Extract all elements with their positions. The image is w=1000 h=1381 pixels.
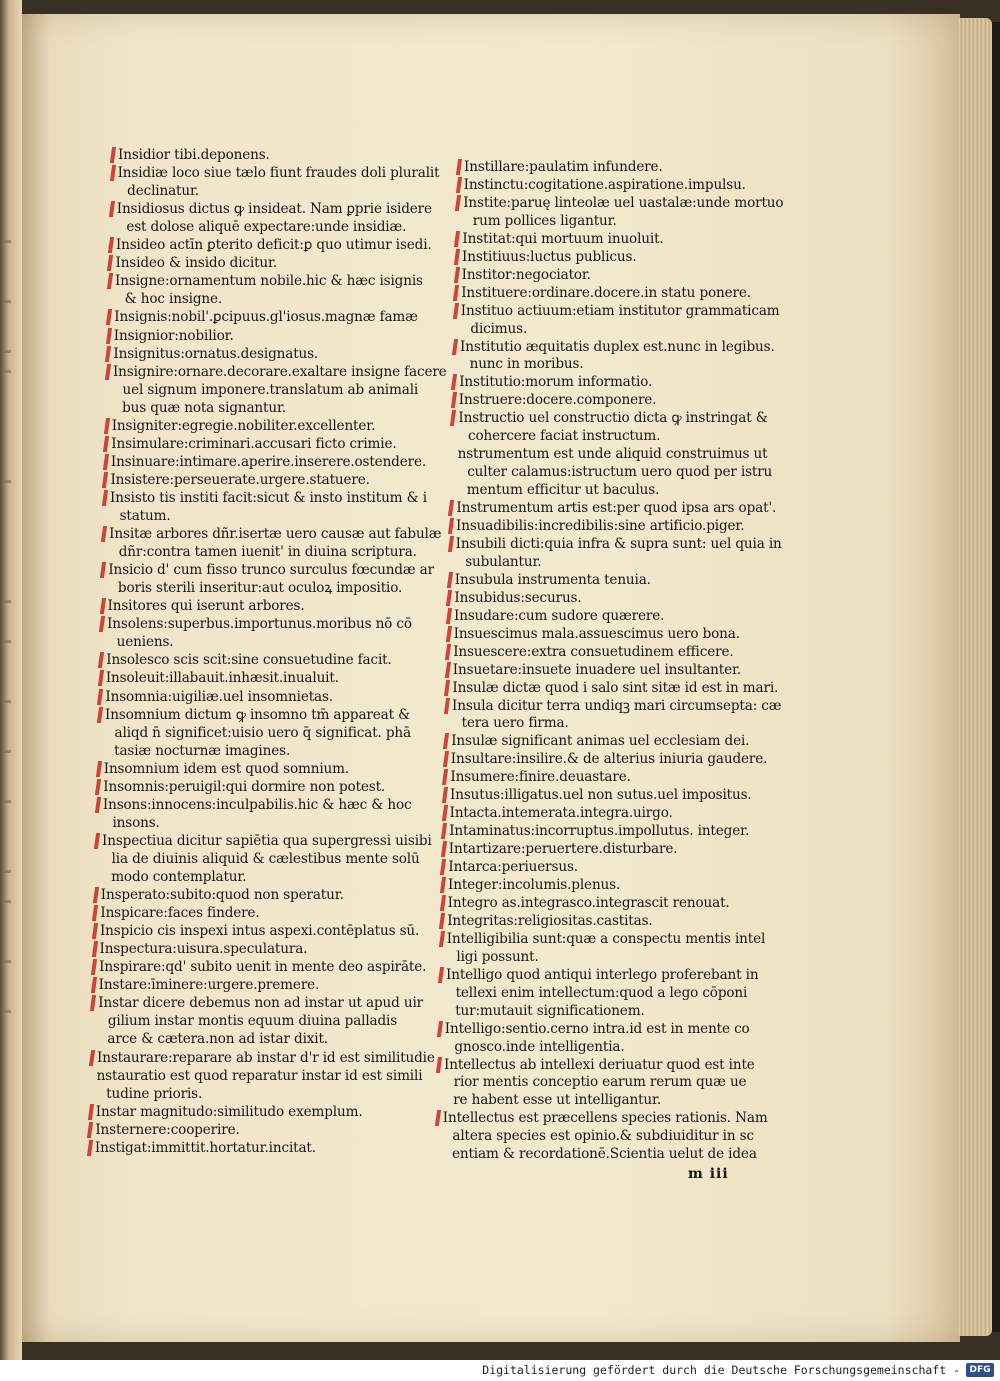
edge-ink-mark bbox=[3, 240, 11, 243]
text-line: Instinctu:cogitatione.aspiratione.impulsu. bbox=[463, 176, 746, 193]
edge-ink-mark bbox=[3, 900, 11, 903]
text-line: & hoc insigne. bbox=[124, 291, 223, 308]
edge-ink-mark bbox=[3, 640, 11, 643]
text-line: Insutus:illigatus.uel non sutus.uel impositus. bbox=[450, 787, 752, 804]
text-line: aliqd n̄ significet:uisio uero q̄ significat. phā bbox=[114, 724, 411, 741]
text-line: Insolesco scis scit:sine consuetudine facit. bbox=[106, 652, 392, 669]
text-line: ligi possunt. bbox=[456, 948, 539, 965]
text-line: Instite:paruę linteolæ uel uastalæ:unde mortuo bbox=[463, 194, 784, 211]
text-line: rum pollices ligantur. bbox=[472, 212, 617, 229]
text-line: ueniens. bbox=[116, 634, 174, 651]
text-line: Insicio d' cum fisso trunco surculus fœcundæ ar bbox=[108, 562, 434, 579]
text-line: Intelligo quod antiqui interlego proferebant in bbox=[446, 966, 759, 983]
text-line: tera uero firma. bbox=[461, 715, 569, 732]
text-line: Intarca:periuersus. bbox=[448, 859, 578, 876]
text-line: Insulæ significant animas uel ecclesiam dei. bbox=[451, 733, 750, 750]
text-line: Insisto tis institi facit:sicut & insto institum & i bbox=[110, 489, 427, 506]
book-page bbox=[22, 14, 960, 1342]
text-line: Institutio:morum informatio. bbox=[459, 374, 653, 391]
text-line: Institat:qui mortuum inuoluit. bbox=[462, 230, 664, 247]
text-line: declinatur. bbox=[127, 183, 199, 200]
footer-banner bbox=[0, 1360, 1000, 1381]
text-line: est dolose aliquē expectare:unde insidiæ. bbox=[126, 219, 407, 236]
text-line: nstrumentum est unde aliquid construimus ut bbox=[457, 446, 768, 463]
text-line: culter calamus:istructum uero quod per istru bbox=[467, 464, 773, 481]
text-line: Insubidus:securus. bbox=[454, 589, 582, 606]
text-line: Intartizare:peruertere.disturbare. bbox=[448, 841, 678, 858]
text-line: statum. bbox=[119, 508, 171, 524]
text-line: Intelligo:sentio.cerno intra.id est in mente co bbox=[444, 1020, 750, 1037]
text-line: Intaminatus:incorruptus.impollutus. integer. bbox=[449, 823, 750, 840]
text-line: Inspectiua dicitur sapiētia qua supergressi uisibi bbox=[102, 832, 432, 849]
text-line: subulantur. bbox=[465, 553, 542, 570]
text-line: insons. bbox=[112, 814, 160, 831]
text-line: Intellectus ab intellexi deriuatur quod est inte bbox=[444, 1056, 755, 1073]
text-line: tur:mutauit significationem. bbox=[455, 1002, 645, 1019]
text-line: Insidior tibi.deponens. bbox=[118, 147, 270, 163]
text-line: Integro as.integrasco.integrascit renouat. bbox=[447, 894, 730, 911]
text-line: tudine prioris. bbox=[106, 1085, 203, 1102]
footer-text: Digitalisierung gefördert durch die Deutsche Forschungsgemeinschaft - bbox=[482, 1363, 960, 1377]
left-page-edge bbox=[0, 0, 22, 1360]
text-line: tellexi enim intellectum:quod a lego cōponi bbox=[455, 984, 748, 1001]
text-line: Insomnis:peruigil:qui dormire non potest. bbox=[103, 778, 386, 795]
text-line: Insomnium idem est quod somnium. bbox=[103, 760, 350, 777]
text-line: Insomnium dictum ꝙ insomno tm̄ appareat & bbox=[104, 706, 411, 723]
text-line: Instare:īminere:urgere.premere. bbox=[98, 977, 320, 994]
text-line: Insudare:cum sudore quærere. bbox=[454, 607, 665, 624]
text-line: Intelligibilia sunt:quæ a conspectu mentis intel bbox=[446, 930, 766, 947]
fore-edge bbox=[958, 18, 992, 1336]
text-line: mentum efficitur ut baculus. bbox=[466, 482, 660, 499]
text-line: Insigniter:egregie.nobiliter.excellenter. bbox=[111, 417, 376, 434]
text-line: entiam & recordationē.Scientia uelut de idea bbox=[452, 1146, 757, 1163]
text-line: altera species est opinio.& subdiuiditur in sc bbox=[452, 1128, 754, 1145]
text-line: Instaurare:reparare ab instar d'r id est similitudie bbox=[97, 1049, 435, 1066]
text-line: uel signum imponere.translatum ab animali bbox=[122, 381, 419, 398]
edge-ink-mark bbox=[3, 700, 11, 703]
text-line: Insignire:ornare.decorare.exaltare insigne facere bbox=[112, 363, 447, 380]
text-line: Insons:innocens:inculpabilis.hic & hæc & hoc bbox=[102, 796, 412, 813]
text-line: Instar dicere debemus non ad instar ut apud uir bbox=[98, 995, 424, 1012]
text-line: tasiæ nocturnæ imagines. bbox=[114, 742, 291, 759]
edge-ink-mark bbox=[3, 600, 11, 603]
text-line: Insuescimus mala.assuescimus uero bona. bbox=[453, 625, 740, 642]
text-line: Integritas:religiositas.castitas. bbox=[447, 912, 653, 929]
text-line: Institiuus:luctus publicus. bbox=[462, 248, 637, 265]
text-line: Instrumentum artis est:per quod ipsa ars opat'. bbox=[456, 500, 777, 517]
text-line: nunc in moribus. bbox=[469, 356, 584, 373]
text-line: Instructio uel constructio dicta ꝙ instringat & bbox=[458, 410, 768, 427]
edge-ink-mark bbox=[3, 800, 11, 803]
text-line: Instruere:docere.componere. bbox=[458, 392, 657, 409]
text-line: Insoleuit:illabauit.inhæsit.inualuit. bbox=[105, 670, 339, 687]
text-line: Insumere:finire.deuastare. bbox=[450, 769, 631, 786]
text-line: rior mentis conceptio earum rerum quæ ue bbox=[453, 1074, 747, 1091]
text-line: Insubula instrumenta tenuia. bbox=[454, 571, 651, 588]
text-line: Institor:negociator. bbox=[461, 266, 591, 283]
text-line: Insternere:cooperire. bbox=[95, 1121, 240, 1138]
edge-ink-mark bbox=[3, 1010, 11, 1013]
text-line: Inspirare:qd' subito uenit in mente deo aspirāte. bbox=[99, 959, 427, 976]
text-line: Inspicio cis inspexi intus aspexi.contēplatus sū. bbox=[99, 923, 420, 940]
text-line: Insuadibilis:incredibilis:sine artificio.piger. bbox=[456, 518, 745, 534]
edge-ink-mark bbox=[3, 870, 11, 873]
dfg-logo: DFG bbox=[966, 1363, 994, 1377]
text-line: Insimulare:criminari.accusari ficto crimie. bbox=[111, 435, 397, 452]
text-line: modo contemplatur. bbox=[111, 869, 247, 885]
text-line: Insuetare:insuete inuadere uel insultanter. bbox=[452, 661, 742, 678]
text-line: dicimus. bbox=[470, 320, 528, 337]
text-line: Instar magnitudo:similitudo exemplum. bbox=[95, 1103, 363, 1120]
text-line: Instituere:ordinare.docere.in statu ponere. bbox=[461, 284, 751, 301]
edge-ink-mark bbox=[3, 750, 11, 753]
signature-mark: m iii bbox=[688, 1166, 729, 1182]
edge-ink-mark bbox=[3, 300, 11, 303]
text-line: Insideo & insido dicitur. bbox=[115, 255, 278, 272]
text-line: Instigat:immittit.hortatur.incitat. bbox=[94, 1139, 316, 1156]
text-line: Intellectus est præcellens species rationis. Nam bbox=[442, 1110, 768, 1127]
edge-ink-mark bbox=[3, 370, 11, 373]
text-line: Insidiosus dictus ꝙ insideat. Nam ꝑprie isidere bbox=[116, 201, 432, 218]
text-line: lia de diuinis aliquid & cælestibus mente solū bbox=[111, 850, 420, 867]
text-line: Insomnia:uigiliæ.uel insomnietas. bbox=[105, 688, 333, 705]
text-line: Insigne:ornamentum nobile.hic & hæc isignis bbox=[115, 273, 423, 290]
fore-edge-shadow bbox=[992, 22, 1000, 1332]
text-line: gnosco.inde intelligentia. bbox=[454, 1038, 625, 1055]
edge-ink-mark bbox=[3, 960, 11, 963]
text-line: Inspectura:uisura.speculatura. bbox=[99, 941, 308, 958]
text-line: cohercere faciat instructum. bbox=[468, 428, 661, 445]
text-line: Integer:incolumis.plenus. bbox=[448, 877, 621, 893]
text-line: Insideo actīn ꝑterito deficit:ꝑ quo utimur isedi. bbox=[115, 237, 432, 254]
text-line: Intacta.intemerata.integra.uirgo. bbox=[449, 805, 673, 822]
text-line: bus quæ nota signantur. bbox=[122, 399, 286, 416]
text-line: gilium instar montis equum diuina palladis bbox=[107, 1013, 398, 1030]
text-line: Insignitus:ornatus.designatus. bbox=[113, 345, 319, 362]
text-line: Inspicare:faces findere. bbox=[100, 905, 260, 922]
text-line: Insubili dicti:quia infra & supra sunt: uel quia in bbox=[455, 535, 782, 552]
text-line: Institutio æquitatis duplex est.nunc in legibus. bbox=[460, 338, 775, 355]
text-line: boris sterili inseritur:aut oculoꝝ impositio. bbox=[117, 580, 403, 597]
edge-ink-mark bbox=[3, 350, 11, 353]
text-line: Insula dicitur terra undiqꝫ mari circumsepta: cæ bbox=[452, 697, 782, 714]
text-line: Insitæ arbores dñr.isertæ uero causæ aut fabulæ bbox=[109, 526, 442, 543]
text-line: Instituo actiuum:etiam institutor grammaticam bbox=[460, 302, 780, 319]
text-line: re habent esse ut intelligantur. bbox=[453, 1092, 662, 1109]
text-line: Insultare:insilire.& de alterius iniuria gaudere. bbox=[450, 751, 768, 768]
text-line: Insinuare:intimare.aperire.inserere.ostendere. bbox=[110, 453, 427, 470]
text-line: dñr:contra tamen iuenit' in diuina scriptura. bbox=[118, 544, 417, 561]
text-line: Insolens:superbus.importunus.moribus nō cō bbox=[107, 616, 412, 633]
text-line: nstauratio est quod reparatur instar id est simili bbox=[96, 1067, 423, 1084]
text-line: Insignis:nobil'.ꝑcipuus.gl'iosus.magnæ famæ bbox=[114, 309, 418, 326]
edge-ink-mark bbox=[3, 480, 11, 483]
text-line: Insuescere:extra consuetudinem efficere. bbox=[453, 643, 734, 660]
text-line: Insitores qui iserunt arbores. bbox=[107, 598, 305, 615]
text-line: Insperato:subito:quod non speratur. bbox=[100, 887, 344, 904]
text-line: Insidiæ loco siue tælo fiunt fraudes doli pluralit bbox=[117, 165, 440, 182]
text-line: arce & cætera.non ad istar dixit. bbox=[107, 1031, 328, 1048]
text-line: Insistere:perseuerate.urgere.statuere. bbox=[110, 471, 370, 488]
text-line: Insulæ dictæ quod i salo sint sitæ id est in mari. bbox=[452, 679, 779, 696]
text-line: Insignior:nobilior. bbox=[113, 327, 234, 344]
text-line: Instillare:paulatim infundere. bbox=[464, 159, 663, 175]
